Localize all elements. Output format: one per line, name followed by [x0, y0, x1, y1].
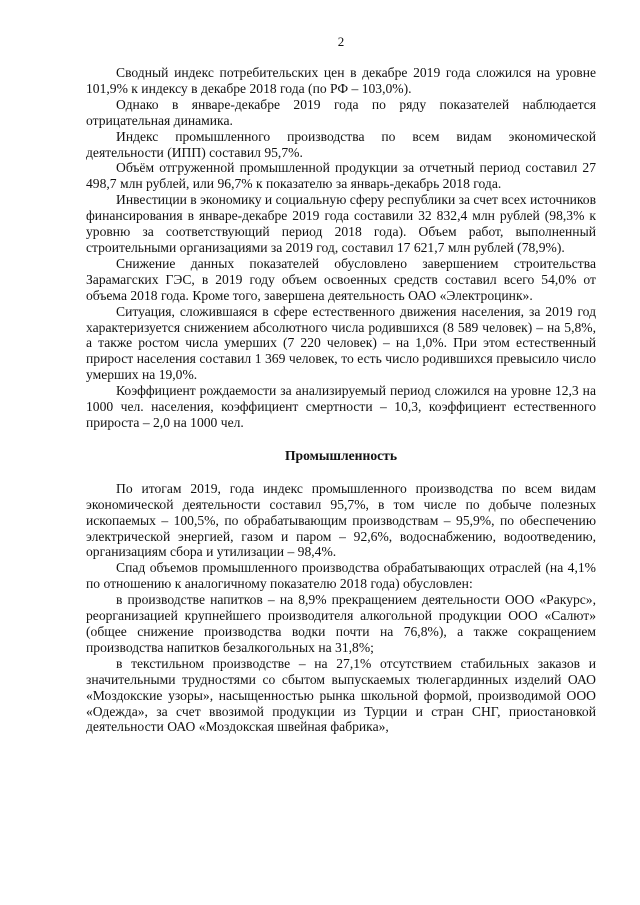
paragraph-manufacturing-decline: Спад объемов промышленного производства обрабатывающих отраслей (на 4,1% по отношению к аналогичному показателю 2018 года) обусловлен: [86, 560, 596, 592]
paragraph-birth-rate: Коэффициент рождаемости за анализируемый период сложился на уровне 12,3 на 1000 чел. населения, коэффициент смертности – 10,3, коэффициент естественного прироста – 2,0 на 1000 чел. [86, 383, 596, 430]
paragraph-ipp: Индекс промышленного производства по всем видам экономической деятельности (ИПП) составил 95,7%. [86, 128, 596, 160]
paragraph-industry-summary: По итогам 2019, года индекс промышленного производства по всем видам экономической деятельности составил 95,7%, в том числе по добыче полезных ископаемых – 100,5%, по обрабатывающим производствам – 95,9%, по обеспечению электрической энергией, газом и паром – 92,6%, водоснабжению, водоотведению, организациям сбора и утилизации – 98,4%. [86, 480, 596, 560]
paragraph-population: Ситуация, сложившаяся в сфере естественного движения населения, за 2019 год характеризуется снижением абсолютного числа родившихся (8 589 человек) – на 5,8%, а также ростом числа умерших (7 220 человек) – на 1,0%. При этом естественный прирост населения составил 1 369 человек, то есть число родившихся превысило число умерших на 19,0%. [86, 303, 596, 383]
paragraph-textiles: в текстильном производстве – на 27,1% отсутствием стабильных заказов и значительными трудностями со сбытом выпускаемых тюлегардинных изделий ОАО «Моздокские узоры», насыщенностью рынка школьной формой, производимой ООО «Одежда», за счет ввозимой продукции из Турции и стран СНГ, приостановкой деятельности ОАО «Моздокская швейная фабрика», [86, 655, 596, 735]
paragraph-investments: Инвестиции в экономику и социальную сферу республики за счет всех источников финансирования в январе-декабре 2019 года составили 32 832,4 млн рублей (98,3% к уровню за соответствующий период 2018 года). Объем работ, выполненный строительными организациями за 2019 год, составил 17 621,7 млн рублей (78,9%). [86, 192, 597, 255]
paragraph-cpi: Сводный индекс потребительских цен в декабре 2019 года сложился на уровне 101,9% к индексу в декабре 2018 года (по РФ – 103,0%). [86, 65, 596, 96]
paragraph-beverages: в производстве напитков – на 8,9% прекращением деятельности ООО «Ракурс», реорганизацией крупнейшего производителя алкогольной продукции ООО «Салют» (общее снижение производства водки почти на 76,8%), а также сокращением производства напитков безалкогольных на 31,8%; [86, 592, 596, 655]
paragraph-decrease-reasons: Снижение данных показателей обусловлено завершением строительства Зарамагских ГЭС, в 2019 году объем освоенных средств составил всего 54,0% от объема 2018 года. Кроме того, завершена деятельность ОАО «Электроцинк». [86, 255, 596, 303]
section-heading: Промышленность [284, 447, 398, 463]
paragraph-shipped-volume: Объём отгруженной промышленной продукции за отчетный период составил 27 498,7 млн рублей, или 96,7% к показателю за январь-декабрь 2018 года. [86, 160, 596, 192]
page-number: 2 [337, 34, 345, 49]
paragraph-negative-dynamics: Однако в январе-декабре 2019 года по ряду показателей наблюдается отрицательная динамика. [86, 96, 596, 128]
